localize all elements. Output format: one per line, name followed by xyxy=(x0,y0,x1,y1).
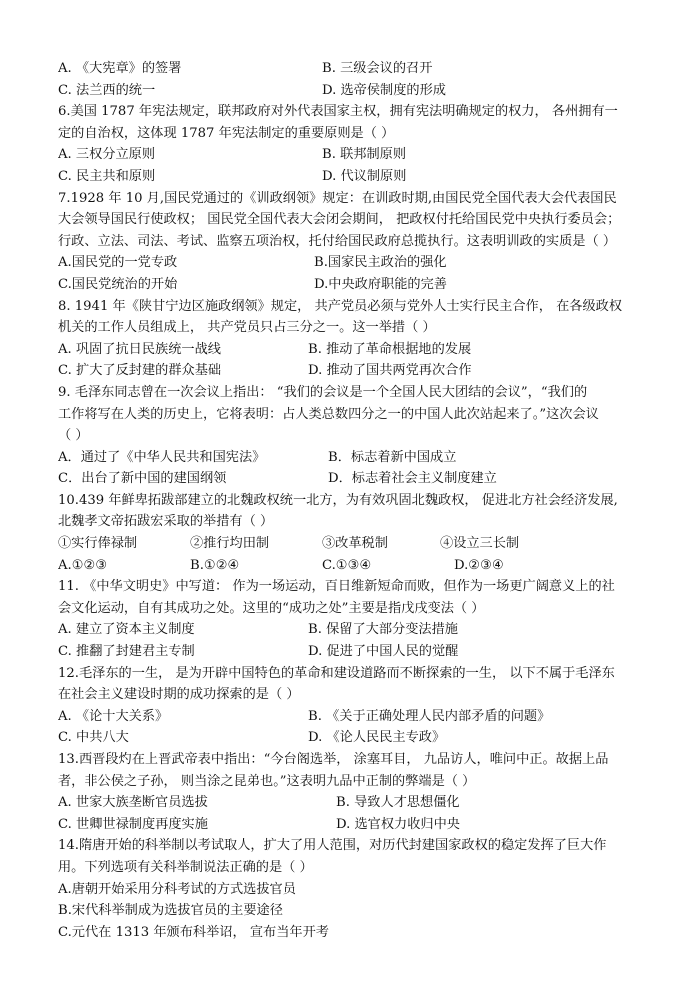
q9-option-a: A．通过了《中华人民共和国宪法》 xyxy=(58,449,266,465)
q7-option-c: C.国民党统治的开始 xyxy=(58,276,178,292)
q6-option-c: C. 民主共和原则 xyxy=(58,168,156,184)
q5-options-row-2 xyxy=(58,80,658,102)
q7-stem-line-1: 7.1928 年 10 月,国民党通过的《训政纲领》规定：在训政时期,由国民党全国代表大会代表国民 xyxy=(58,190,617,206)
q7-option-a: A.国民党的一党专政 xyxy=(58,255,178,271)
q6-options-row-2 xyxy=(58,166,658,188)
q12-option-d: D. 《论人民民主专政》 xyxy=(308,730,446,746)
q12-options-row-1 xyxy=(58,706,658,728)
q8-option-a: A. 巩固了抗日民族统一战线 xyxy=(58,341,221,357)
q9-option-d: D．标志着社会主义制度建立 xyxy=(328,471,497,487)
q8-option-d: D. 推动了国共两党再次合作 xyxy=(308,363,472,379)
q12-stem-line-2: 在社会主义建设时期的成功探索的是（ ） xyxy=(58,687,300,703)
q8-stem-line-1: 8. 1941 年《陕甘宁边区施政纲领》规定， 共产党员必须与党外人士实行民主合作， 在各级政权 xyxy=(58,298,623,314)
q12-option-b: B. 《关于正确处理人民内部矛盾的问题》 xyxy=(308,708,551,724)
q5-option-d: D. 选帝侯制度的形成 xyxy=(322,82,446,98)
q11-options-row-2 xyxy=(58,641,658,663)
q7-stem-line-2: 大会领导国民行使政权； 国民党全国代表大会闭会期间， 把政权付托给国民党中央执行委员会； xyxy=(58,212,621,228)
q10-option-a: A.①②③ xyxy=(58,557,108,573)
q10-options-row xyxy=(58,555,658,577)
q11-options-row-1 xyxy=(58,619,658,641)
q12-option-c: C. 中共八大 xyxy=(58,730,129,746)
q13-option-c: C. 世卿世禄制度再度实施 xyxy=(58,816,208,832)
q10-item-2: ②推行均田制 xyxy=(190,536,270,552)
q6-options-row-1 xyxy=(58,144,658,166)
q11-option-d: D. 促进了中国人民的觉醒 xyxy=(308,644,459,660)
q9-option-b: B．标志着新中国成立 xyxy=(328,449,457,465)
q6-option-d: D. 代议制原则 xyxy=(322,168,407,184)
q7-option-d: D.中央政府职能的完善 xyxy=(314,276,447,292)
q13-option-b: B. 导致人才思想僵化 xyxy=(336,795,460,811)
q10-option-b: B.①②④ xyxy=(190,557,240,573)
q10-stem-line-1: 10.439 年鲜卑拓跋部建立的北魏政权统一北方，为有效巩固北魏政权， 促进北方社会经济发展, xyxy=(58,492,618,508)
q5-option-a: A. 《大宪章》的签署 xyxy=(58,61,182,76)
q14-stem-line-1: 14.隋唐开始的科举制以考试取人，扩大了用人范围，对历代封建国家政权的稳定发挥了巨大作 xyxy=(58,838,607,854)
q10-item-1: ①实行俸禄制 xyxy=(58,536,138,552)
q10-item-4: ④设立三长制 xyxy=(440,536,520,552)
q5-options-row-1 xyxy=(58,58,658,80)
q8-options-row-1 xyxy=(58,339,658,361)
q6-stem-line-1: 6.美国 1787 年宪法规定，联邦政府对外代表国家主权，拥有宪法明确规定的权力， 各州拥有一 xyxy=(58,104,618,120)
q10-option-c: C.①③④ xyxy=(322,557,372,573)
q9-options-row-1 xyxy=(58,447,658,469)
q12-option-a: A. 《论十大关系》 xyxy=(58,708,169,724)
q11-option-a: A. 建立了资本主义制度 xyxy=(58,622,195,638)
q10-items-row xyxy=(58,533,658,555)
q5-option-b: B. 三级会议的召开 xyxy=(322,61,433,76)
q9-option-c: C．出台了新中国的建国纲领 xyxy=(58,471,227,487)
q7-options-row-2 xyxy=(58,274,658,296)
q8-options-row-2 xyxy=(58,360,658,382)
q8-option-c: C. 扩大了反封建的群众基础 xyxy=(58,363,222,379)
q8-option-b: B. 推动了革命根据地的发展 xyxy=(308,341,472,357)
q10-stem-line-2: 北魏孝文帝拓跋宏采取的举措有（ ） xyxy=(58,514,274,530)
q10-option-d: D.②③④ xyxy=(454,557,504,573)
q13-option-d: D. 选官权力收归中央 xyxy=(336,816,460,832)
q13-options-row-2 xyxy=(58,814,658,836)
q11-stem-line-2: 会文化运动，自有其成功之处。这里的“成功之处”主要是指戊戌变法（ ） xyxy=(58,600,485,616)
q7-options-row-1 xyxy=(58,252,658,274)
q13-options-row-1 xyxy=(58,792,658,814)
exam-page xyxy=(58,58,658,943)
q9-stem-line-1: 9. 毛泽东同志曾在一次会议上指出： “我们的会议是一个全国人民大团结的会议”，“我们的 xyxy=(58,384,588,400)
q14-option-b: B.宋代科举制成为选拔官员的主要途径 xyxy=(58,903,283,919)
q6-stem-line-2: 定的自治权，这体现 1787 年宪法制定的重要原则是（ ） xyxy=(58,125,395,141)
q12-stem-line-1: 12.毛泽东的一生， 是为开辟中国特色的革命和建设道路而不断探索的一生， 以下不属于毛泽东 xyxy=(58,665,615,681)
q6-option-b: B. 联邦制原则 xyxy=(322,147,407,163)
q7-stem-line-3: 行政、立法、司法、考试、监察五项治权，托付给国民政府总揽执行。这表明训政的实质是（ ） xyxy=(58,233,617,249)
q14-stem-line-2: 用。下列选项有关科举制说法正确的是（ ） xyxy=(58,859,313,875)
q11-option-b: B. 保留了大部分变法措施 xyxy=(308,622,458,638)
q10-item-3: ③改革税制 xyxy=(322,536,388,552)
q9-stem-line-2: 工作将写在人类的历史上，它将表明：占人类总数四分之一的中国人此次站起来了。”这次会议 xyxy=(58,406,599,422)
q9-stem-line-3: （ ） xyxy=(58,428,89,444)
q5-option-c: C. 法兰西的统一 xyxy=(58,82,156,98)
q8-stem-line-2: 机关的工作人员组成上， 共产党员只占三分之一。这一举措（ ） xyxy=(58,320,436,336)
q11-stem-line-1: 11. 《中华文明史》中写道： 作为一场运动，百日维新短命而败，但作为一场更广阔意义上的社 xyxy=(58,579,615,595)
q13-stem-line-2: 者，非公侯之子孙， 则当涂之昆弟也。”这表明九品中正制的弊端是（ ） xyxy=(58,773,476,789)
q13-option-a: A. 世家大族垄断官员选拔 xyxy=(58,795,208,811)
q6-option-a: A. 三权分立原则 xyxy=(58,147,156,163)
q9-options-row-2 xyxy=(58,468,658,490)
q11-option-c: C. 推翻了封建君主专制 xyxy=(58,644,195,660)
q7-option-b: B.国家民主政治的强化 xyxy=(314,255,447,271)
q14-option-a: A.唐朝开始采用分科考试的方式选拔官员 xyxy=(58,881,296,897)
q12-options-row-2 xyxy=(58,727,658,749)
q14-option-c: C.元代在 1313 年颁布科举诏， 宣布当年开考 xyxy=(58,924,329,940)
q13-stem-line-1: 13.西晋段灼在上晋武帝表中指出：“今台阁选举， 涂塞耳目， 九品访人，唯问中正。故据上品 xyxy=(58,752,609,767)
